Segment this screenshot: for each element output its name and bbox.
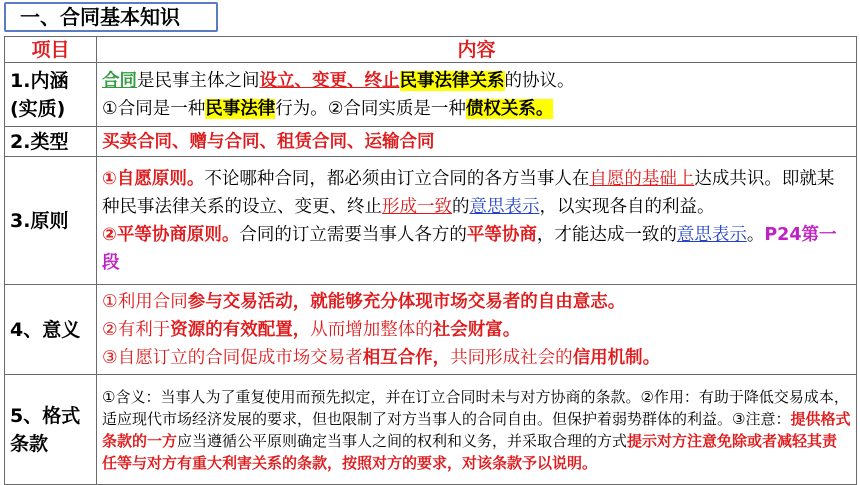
significance-3: [102, 344, 851, 372]
keyword-span: 设立、变更、终止: [259, 70, 400, 91]
row-content-types: 买卖合同、赠与合同、租赁合同、运输合同: [97, 127, 857, 157]
row-label-principles: 3.原则: [5, 157, 97, 285]
text-span: 合同的订立需要当事人各方的: [239, 224, 467, 245]
text-span: 的: [452, 196, 470, 217]
principle-voluntary: [102, 165, 851, 221]
row-significance: [5, 285, 857, 375]
row-label-connotation: [5, 63, 97, 127]
row-content-significance: [97, 285, 857, 375]
text-span: 行为。②合同实质是一种: [275, 98, 466, 119]
highlight-span: 民事法律关系: [399, 70, 505, 91]
keyword-span: 提示对方注意免除或者减轻其责任等与对方有重大利害关系的条款，按照对方的要求，对该条款予以说明。: [102, 431, 838, 472]
page-reference: P24第一段: [102, 224, 837, 273]
row-label-standard-terms: [5, 375, 97, 485]
keyword-span: 社会财富。: [432, 319, 521, 340]
keyword-span: 平等协商: [466, 224, 537, 245]
significance-1: [102, 288, 851, 316]
text-span: ①含义：当事人为了重复使用而预先拟定，并在订立合同时未与对方协商的条款。②作用：有助于降低交易成本，适应现代市场经济发展的要求，但也限制了对方当事人的合同自由。但保护着弱势群体的利益。③注意：: [102, 387, 849, 428]
text-span: ，才能达成一致的: [536, 224, 677, 245]
label-line-2: 条款: [10, 432, 49, 455]
text-span: 的协议。: [504, 70, 575, 91]
label-line-2: (实质): [10, 97, 66, 120]
keyword-span: 形成一致: [382, 196, 452, 217]
significance-2: [102, 316, 851, 344]
text-span: ②有利于: [102, 319, 171, 340]
principle-equality: [102, 221, 851, 277]
connotation-line-1: [102, 67, 851, 95]
term-contract: 合同: [102, 70, 137, 91]
text-span: 达成共识。即就某种民事法律关系的设立、变更、终止: [102, 168, 835, 217]
row-connotation: [5, 63, 857, 127]
text-span: 共同形成社会的: [450, 347, 573, 368]
header-content: 内容: [97, 37, 857, 63]
row-label-significance: 4、意义: [5, 285, 97, 375]
text-span: ③自愿订立的合同促成市场交易者: [102, 347, 363, 368]
label-line-1: 5、格式: [10, 404, 81, 427]
keyword-span: 资源的有效配置，: [170, 319, 311, 340]
keyword-span: 参与交易活动，就能够充分体现市场交易者的自由意志。: [187, 291, 626, 312]
connotation-line-2: [102, 95, 851, 123]
text-span: 不论哪种合同，都必须由订立合同的各方当事人在: [204, 168, 590, 189]
keyword-span: 意思表示: [469, 196, 540, 217]
row-types: [5, 127, 857, 157]
text-span: 是民事主体之间: [137, 70, 260, 91]
row-content-principles: [97, 157, 857, 285]
row-content-standard-terms: [97, 375, 857, 485]
row-principles: [5, 157, 857, 285]
text-span: 应当遵循公平原则确定当事人之间的权利和义务，并采取合理的方式: [177, 431, 628, 450]
table-header-row: [5, 37, 857, 63]
header-item: 项目: [5, 37, 97, 63]
knowledge-table: [4, 36, 857, 485]
text-span: 。: [746, 224, 765, 245]
keyword-span: ①自愿原则。: [102, 168, 205, 189]
page-title: 一、合同基本知识: [4, 2, 218, 32]
text-span: 从而增加整体的: [310, 319, 433, 340]
row-content-connotation: [97, 63, 857, 127]
keyword-span: 信用机制。: [572, 347, 661, 368]
highlight-span: 债权关系。: [465, 98, 554, 119]
keyword-span: ②平等协商原则。: [102, 224, 240, 245]
keyword-span: 相互合作，: [362, 347, 451, 368]
text-span: ，以实现各自的利益。: [539, 196, 715, 217]
keyword-span: 意思表示: [676, 224, 747, 245]
keyword-span: 自愿的基础上: [589, 168, 695, 189]
text-span: ①利用合同: [102, 291, 188, 312]
keyword-span: 提供格式条款的一方: [102, 409, 851, 450]
row-label-types: 2.类型: [5, 127, 97, 157]
highlight-span: 民事法律: [205, 98, 276, 119]
label-line-1: 1.内涵: [10, 69, 69, 92]
text-span: ①合同是一种: [102, 98, 206, 119]
row-standard-terms: [5, 375, 857, 485]
